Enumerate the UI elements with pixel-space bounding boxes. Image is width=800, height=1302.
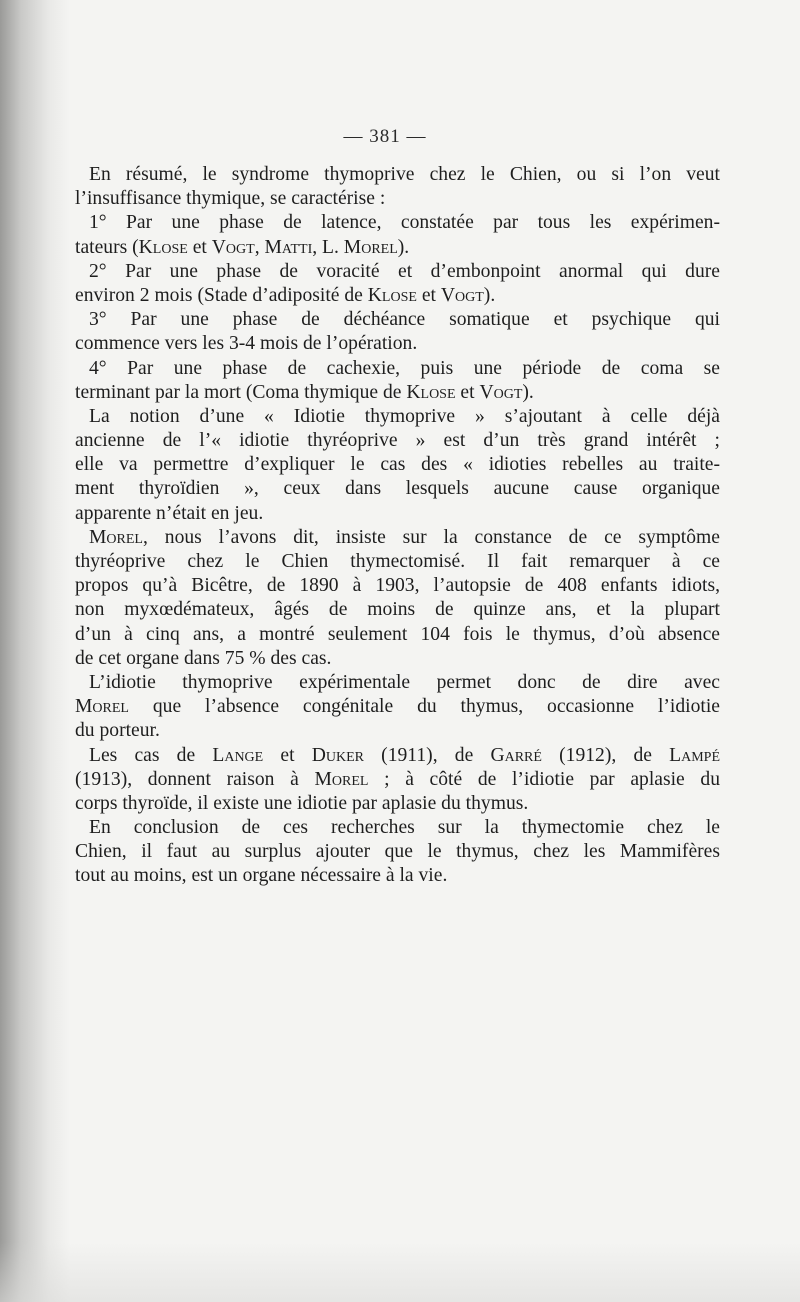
text-line: 3° Par une phase de déchéance somatique et psychique qui xyxy=(89,309,720,331)
scan-left-shadow xyxy=(0,0,70,1302)
text-line: de cet organe dans 75 % des cas. xyxy=(75,647,332,669)
text-line: ancienne de l’« idiotie thyréoprive » est d’un très grand intérêt ; xyxy=(75,430,720,452)
text-line: l’insuffisance thymique, se caractérise : xyxy=(75,188,386,210)
scan-bottom-shade xyxy=(0,1242,800,1302)
text-line: ment thyroïdien », ceux dans lesquels aucune cause organique xyxy=(75,478,720,500)
text-line: 1° Par une phase de latence, constatée par tous les expérimen- xyxy=(89,212,720,234)
text-line: Chien, il faut au surplus ajouter que le thymus, chez les Mammifères xyxy=(75,841,720,863)
page-number: — 381 — xyxy=(343,126,427,147)
text-line: Morel, nous l’avons dit, insiste sur la constance de ce symptôme xyxy=(89,526,720,548)
text-line: L’idiotie thymoprive expérimentale permet donc de dire avec xyxy=(89,671,720,693)
text-line: apparente n’était en jeu. xyxy=(75,502,264,524)
text-line: 2° Par une phase de voracité et d’embonpoint anormal qui dure xyxy=(89,260,720,282)
text-line: La notion d’une « Idiotie thymoprive » s’ajoutant à celle déjà xyxy=(89,405,720,427)
text-line: (1913), donnent raison à Morel ; à côté de l’idiotie par aplasie du xyxy=(75,768,720,790)
text-line: non myxœdémateux, âgés de moins de quinze ans, et la plupart xyxy=(75,599,720,621)
text-line: tateurs (Klose et Vogt, Matti, L. Morel). xyxy=(75,236,410,258)
text-line: En conclusion de ces recherches sur la thymectomie chez le xyxy=(89,817,720,839)
text-line: commence vers les 3-4 mois de l’opération. xyxy=(75,333,418,355)
text-line: tout au moins, est un organe nécessaire à la vie. xyxy=(75,865,448,887)
text-line: propos qu’à Bicêtre, de 1890 à 1903, l’autopsie de 408 enfants idiots, xyxy=(75,575,720,597)
text-line: Morel que l’absence congénitale du thymus, occasionne l’idiotie xyxy=(75,696,720,718)
text-line: 4° Par une phase de cachexie, puis une période de coma se xyxy=(89,357,720,379)
text-line: thyréoprive chez le Chien thymectomisé. Il fait remarquer à ce xyxy=(75,551,720,572)
text-line: du porteur. xyxy=(75,720,160,742)
text-line: elle va permettre d’expliquer le cas des « idioties rebelles au traite- xyxy=(75,454,720,476)
body-text xyxy=(75,163,720,889)
text-line: En résumé, le syndrome thymoprive chez le Chien, ou si l’on veut xyxy=(89,164,720,185)
text-line: d’un à cinq ans, a montré seulement 104 fois le thymus, d’où absence xyxy=(75,623,720,645)
text-line: environ 2 mois (Stade d’adiposité de Klose et Vogt). xyxy=(75,284,496,306)
text-line: corps thyroïde, il existe une idiotie par aplasie du thymus. xyxy=(75,792,529,814)
text-line: terminant par la mort (Coma thymique de Klose et Vogt). xyxy=(75,381,534,403)
text-line: Les cas de Lange et Duker (1911), de Garré (1912), de Lampé xyxy=(89,744,721,766)
